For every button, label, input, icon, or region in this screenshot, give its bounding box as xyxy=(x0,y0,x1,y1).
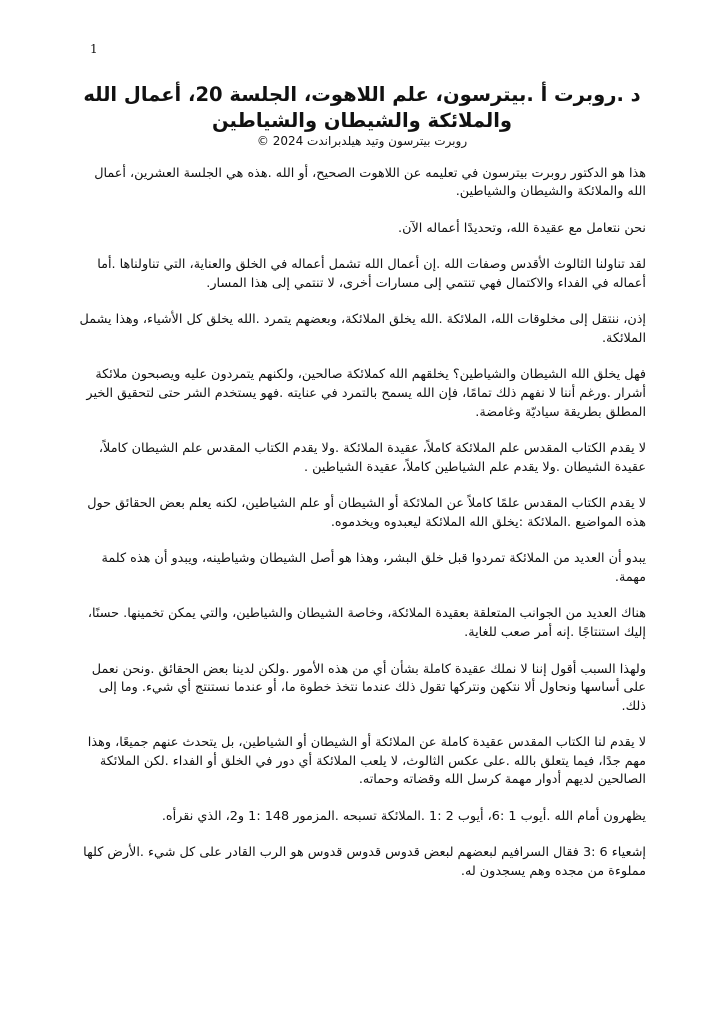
paragraph: لا يقدم الكتاب المقدس علمًا كاملاً عن الملائكة أو الشيطان أو علم الشياطين، لكنه يعلم بعض الحقائق حول هذه المواضيع .الملائكة :يخلق الله الملائكة ليعبدوه ويخدموه. xyxy=(87,496,646,530)
paragraph: إذن، ننتقل إلى مخلوقات الله، الملائكة .الله يخلق الملائكة، وبعضهم يتمرد .الله يخلق كل الأشياء، وهذا يشمل الملائكة. xyxy=(79,312,646,346)
paragraph: ولهذا السبب أقول إننا لا نملك عقيدة كاملة بشأن أي من هذه الأمور .ولكن لدينا بعض الحقائق .ونحن نعمل على أساسها ونحاول ألا نتكهن ونتركها تقول ذلك عندما نتخذ خطوة ما، أو عندما نستنتج أي شيء. وما إلى ذلك. xyxy=(91,661,646,714)
page-number: 1 xyxy=(90,42,98,56)
paragraph: يبدو أن العديد من الملائكة تمردوا قبل خلق البشر، وهذا هو أصل الشيطان وشياطينه، ويبدو أن هذه كلمة مهمة. xyxy=(101,551,646,585)
paragraph: لا يقدم لنا الكتاب المقدس عقيدة كاملة عن الملائكة أو الشيطان أو الشياطين، بل يتحدث عنهم جميعًا، وهذا مهم جدًا، فيما يتعلق بالله .على عكس الثالوث، لا يلعب الملائكة أي دور في الخلق أو الفداء .لكن الملائكة الصالحين لديهم أدوار مهمة كرسل الله وقضاته وحماته. xyxy=(87,735,646,788)
paragraph: إشعياء 6 :3 فقال السرافيم لبعضهم لبعض قدوس قدوس قدوس هو الرب القادر على كل شيء .الأرض كلها مملوءة من مجده وهم يسجدون له. xyxy=(83,845,646,879)
paragraph: هذا هو الدكتور روبرت بيترسون في تعليمه عن اللاهوت الصحيح، أو الله .هذه هي الجلسة العشرين، أعمال الله والملائكة والشيطان والشياطين. xyxy=(94,165,646,200)
paragraph: لقد تناولنا الثالوث الأقدس وصفات الله .إن أعمال الله تشمل أعماله في الخلق والعناية، التي تناولناها .أما أعماله في الفداء والاكتمال فهي تنتمي إلى مسارات أخرى، لا تنتمي إلى هذا المسار. xyxy=(97,257,646,291)
paragraph: لا يقدم الكتاب المقدس علم الملائكة كاملاً، عقيدة الملائكة .ولا يقدم الكتاب المقدس علم الشيطان كاملاً، عقيدة الشيطان .ولا يقدم علم الشياطين كاملاً، عقيدة الشياطين . xyxy=(98,441,646,475)
paragraph: يظهرون أمام الله .أيوب 1 :6، أيوب 2 :1 .الملائكة تسبحه .المزمور 148 :1 و2، الذي نقرأه. xyxy=(161,808,646,824)
paragraph: نحن نتعامل مع عقيدة الله، وتحديدًا أعماله الآن. xyxy=(398,220,646,236)
document-body xyxy=(78,82,646,899)
copyright-line: روبرت بيترسون وتيد هيلدبراندت 2024 © xyxy=(256,134,468,149)
paragraph: هناك العديد من الجوانب المتعلقة بعقيدة الملائكة، وخاصة الشيطان والشياطين، والتي يمكن تخمينها. حسنًا، إليك استنتاجًا .إنه أمر صعب للغاية. xyxy=(87,606,646,640)
document-title: د .روبرت أ .بيترسون، علم اللاهوت، الجلسة 20، أعمال الله والملائكة والشيطان والشياطين xyxy=(83,83,641,132)
paragraph: فهل يخلق الله الشيطان والشياطين؟ يخلقهم الله كملائكة صالحين، ولكنهم يتمردون عليه ويصبحون ملائكة أشرار .ورغم أننا لا نفهم ذلك تمامًا، فإن الله يسمح بالتمرد في عنايته .فهو يستخدم الشر حتى لتحقيق الخير المطلق بطريقة سياديّة وغامضة. xyxy=(86,367,646,420)
